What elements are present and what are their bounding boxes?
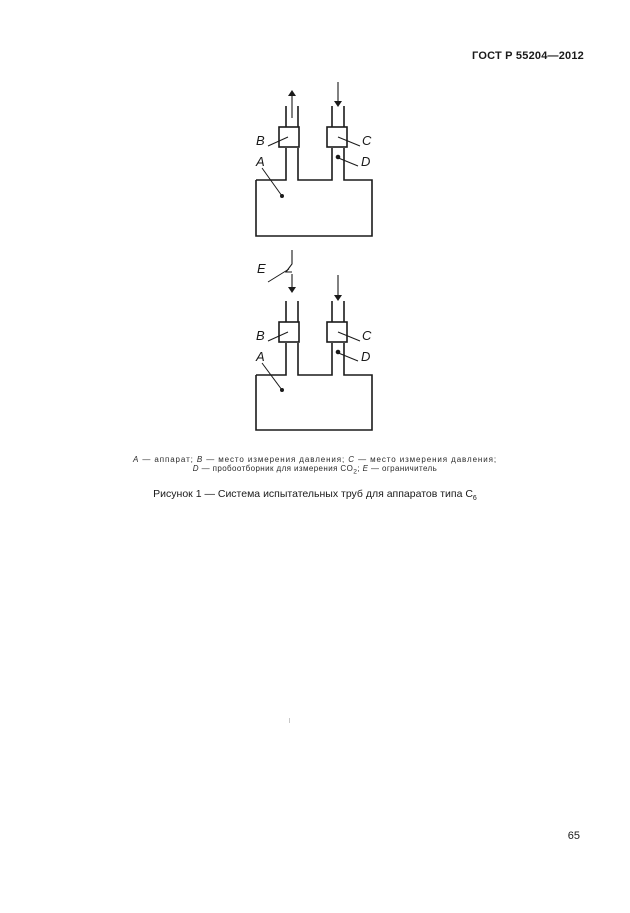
pressure-point-b-bottom <box>279 322 299 342</box>
appliance-dot-top <box>281 195 283 197</box>
leader-e <box>268 269 289 282</box>
legend-separator: ; <box>357 464 363 473</box>
legend-key-e: E <box>362 464 369 473</box>
restrictor-e <box>286 250 292 272</box>
label-e: E <box>257 261 266 276</box>
leader-a-bottom <box>262 363 282 390</box>
leader-c-top <box>338 137 360 146</box>
figure-caption-subscript: 6 <box>472 495 477 503</box>
label-a-top: A <box>256 154 265 169</box>
sampler-d-top <box>337 156 340 159</box>
scan-mark <box>289 718 290 723</box>
sampler-d-bottom <box>337 351 340 354</box>
label-a-bottom: A <box>256 349 265 364</box>
leader-b-top <box>268 137 288 146</box>
pressure-point-c-bottom <box>327 322 347 342</box>
page-number: 65 <box>567 830 580 842</box>
label-c-top: C <box>362 133 372 148</box>
leader-a-top <box>262 168 282 196</box>
legend-key-a: A <box>133 455 140 464</box>
appliance-body-top <box>256 148 372 236</box>
legend-text-b: — место измерения давления; <box>203 455 349 464</box>
label-d-top: D <box>361 154 371 169</box>
top-diagram <box>256 82 372 236</box>
legend-line-2 <box>60 463 570 479</box>
legend-text-d: — пробоотборник для измерения CO <box>198 464 354 473</box>
label-d-bottom: D <box>361 349 371 364</box>
label-b-bottom: B <box>256 328 265 343</box>
label-c-bottom: C <box>362 328 372 343</box>
figure-caption <box>0 488 630 502</box>
legend-text-e: — ограничитель <box>368 464 438 473</box>
test-pipe-system-figure <box>0 0 630 450</box>
figure-caption-text: Рисунок 1 — Система испытательных труб для аппаратов типа C <box>153 488 473 500</box>
pressure-point-c-top <box>327 127 347 147</box>
legend-key-c: C <box>348 455 355 464</box>
appliance-body-bottom <box>256 343 372 430</box>
legend-key-b: B <box>196 455 204 464</box>
legend-key-d: D <box>192 464 199 473</box>
appliance-dot-bottom <box>281 389 283 391</box>
legend-co2-subscript: 2 <box>353 468 358 476</box>
pressure-point-b-top <box>279 127 299 147</box>
legend-text-a: — аппарат; <box>139 455 197 464</box>
label-b-top: B <box>256 133 265 148</box>
leader-c-bottom <box>338 332 360 341</box>
leader-b-bottom <box>268 332 288 341</box>
bottom-diagram <box>256 250 372 430</box>
legend-text-c: — место измерения давления; <box>354 455 497 464</box>
standard-code-header: ГОСТ Р 55204—2012 <box>472 50 584 62</box>
